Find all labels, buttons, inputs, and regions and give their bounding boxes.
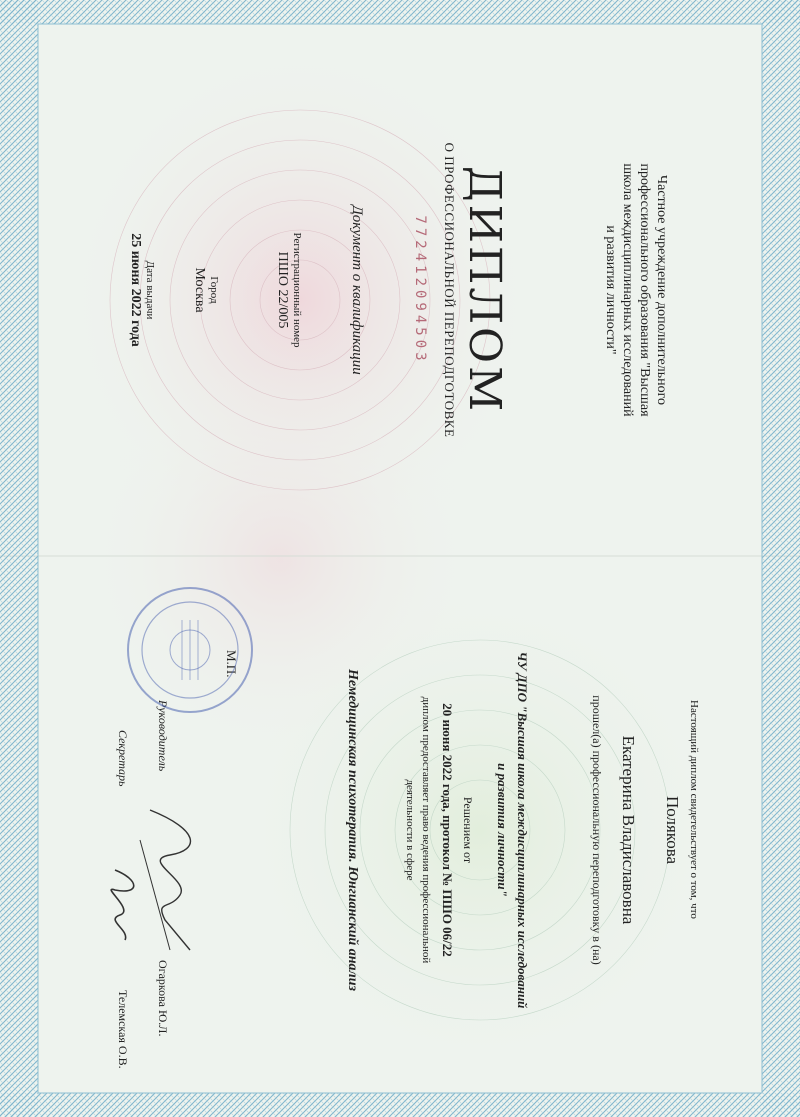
diploma-title: ДИПЛОМ [459,165,510,415]
serial-number: 772412094503 [412,215,428,365]
head-name: Огаркова Ю.Л. [156,960,170,1037]
decision-value: 20 июня 2022 года, протокол № ПШО 06/22 [440,703,455,957]
secretary-label: Секретарь [116,730,130,787]
rights-line-1: диплом предоставляет право ведения профессиональной [420,696,432,964]
doc-type: Документ о квалификации [349,205,365,375]
secretary-signature [95,860,145,950]
field-of-activity: Немедицинская психотерапия. Юнгианский анализ [345,669,360,991]
institution-line: школа междисциплинарных исследований [620,163,635,417]
city-value: Москва [192,267,207,313]
org-line-1: ЧУ ДПО "Высшая школа междисциплинарных исследований [515,651,530,1009]
full-name: Екатерина Владиславовна [619,735,638,925]
decision-label: Решением от [461,796,475,864]
rights-line-2: деятельности в сфере [404,779,416,881]
head-label: Руководитель [156,700,170,772]
institution-line: и развития личности" [603,225,618,355]
reg-value: ПШО 22/005 [275,251,290,329]
stamp-mark: М.П. [224,650,239,678]
reg-label: Регистрационный номер [291,232,303,348]
diploma-subtitle: О ПРОФЕССИОНАЛЬНОЙ ПЕРЕПОДГОТОВКЕ [442,142,457,438]
date-value: 25 июня 2022 года [128,233,143,347]
city-label: Город [208,276,220,304]
date-label: Дата выдачи [144,260,156,320]
intro-text: Настоящий диплом свидетельствует о том, что [688,700,700,919]
org-line-2: и развития личности" [495,763,510,897]
institution-line: профессионального образования "Высшая [637,163,652,417]
passed-line: прошел(а) профессиональную переподготовку в (на) [590,695,604,965]
surname: Полякова [663,795,682,865]
secretary-name: Телемская О.В. [116,990,130,1069]
institution-line: Частное учреждение дополнительного [654,175,669,405]
institution-name [602,40,670,540]
seal-stamp [120,580,260,720]
